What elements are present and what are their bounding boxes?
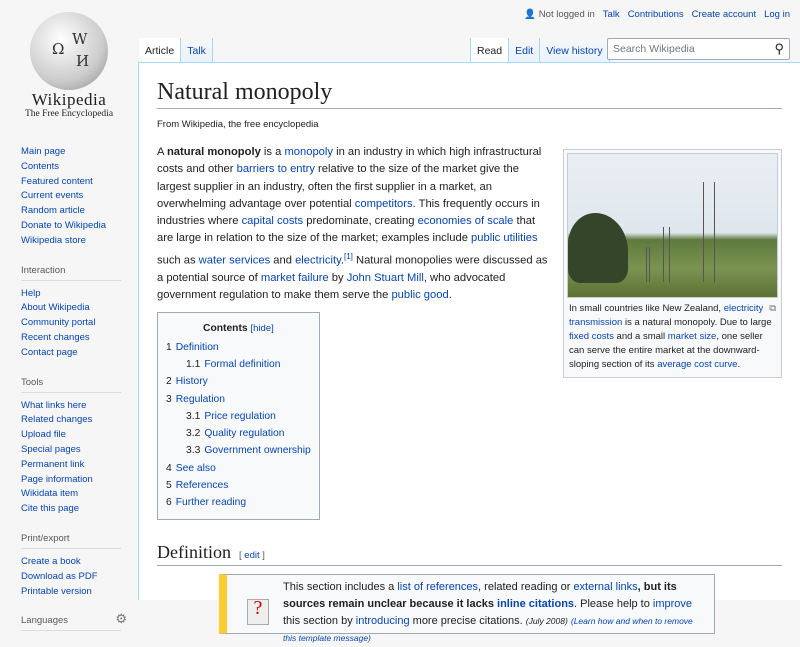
inline-link[interactable]: public utilities (471, 232, 538, 245)
text-run: relative to the size of the market give the largest supplier in an industry, often the first supplier in a market, an overwhelming advantage over potential (157, 163, 519, 210)
text-run: This section includes a (283, 580, 398, 593)
portal-heading: Interaction (21, 265, 121, 281)
toc-item[interactable] (166, 494, 311, 511)
sidebar-link[interactable]: About Wikipedia (21, 302, 90, 314)
text-run: that are large in relation to the size of the market; examples include (157, 215, 536, 245)
text-run: by (328, 271, 347, 284)
text-run: and (270, 254, 296, 267)
toc-item[interactable] (166, 477, 311, 494)
personal-tools (524, 9, 790, 20)
toc-title: Contents (203, 323, 248, 335)
text-run: and a small (613, 331, 668, 342)
text-run: . (448, 289, 452, 302)
toc-link[interactable]: Formal definition (204, 359, 281, 370)
inline-link[interactable]: external links (573, 580, 638, 593)
toc-link[interactable]: Definition (175, 341, 219, 353)
namespace-tabs (139, 38, 213, 63)
toc-number: 5 (166, 480, 172, 492)
contributions-link[interactable]: Contributions (627, 9, 684, 20)
toc-item[interactable] (166, 339, 311, 356)
inline-link[interactable]: competitors (354, 197, 413, 210)
languages-portal (0, 611, 138, 643)
question-mark-icon: ? (247, 599, 269, 625)
gear-icon[interactable]: ⚙ (115, 611, 127, 627)
talk-link[interactable]: Talk (602, 9, 620, 20)
infobox-caption (569, 303, 772, 370)
inline-link[interactable]: capital costs (241, 215, 304, 228)
inline-link[interactable]: monopoly (284, 146, 333, 158)
toc-link[interactable]: Regulation (175, 393, 225, 405)
sidebar-link[interactable]: Main page (21, 146, 66, 157)
toc-item[interactable] (166, 425, 311, 442)
sidebar-link[interactable]: Create a book (21, 555, 81, 567)
tab-view-history[interactable]: View history (540, 38, 609, 63)
section-title: Definition (157, 541, 231, 562)
toc-item[interactable] (166, 442, 311, 459)
toc-hide-toggle[interactable]: [hide] (250, 323, 274, 335)
tools-portal (0, 377, 138, 523)
navigation-portal (0, 140, 138, 255)
tab-edit[interactable]: Edit (509, 38, 540, 63)
power-lines-image[interactable] (567, 153, 778, 298)
sidebar-link[interactable]: Download as PDF (21, 570, 98, 582)
text-run: . (340, 254, 344, 267)
text-run: Natural monopolies were discussed as a potential source of (157, 254, 548, 284)
search-input[interactable] (607, 38, 790, 60)
content (138, 62, 800, 643)
inline-link[interactable]: electricity (295, 254, 341, 267)
inline-link[interactable]: fixed costs (569, 331, 614, 342)
toc-link[interactable]: Price regulation (204, 410, 276, 422)
toc-number: 3.2 (186, 428, 201, 440)
inline-link[interactable]: John Stuart Mill (346, 271, 424, 284)
text-run: , who advocated government regulation to make them serve the (157, 271, 506, 302)
toc-link[interactable]: References (175, 480, 229, 492)
page-title: Natural monopoly (157, 79, 782, 109)
toc-item[interactable] (166, 408, 311, 425)
text-run: In small countries like New Zealand, (569, 303, 724, 314)
text-run: is a (260, 146, 285, 158)
reference-link[interactable]: [1] (343, 251, 353, 261)
text-run: is a natural monopoly. Due to large (622, 317, 772, 328)
tab-talk[interactable]: Talk (181, 38, 213, 63)
sidebar-link[interactable]: Featured content (21, 175, 93, 187)
toc-number: 4 (166, 462, 172, 474)
inline-link[interactable]: market size (667, 331, 717, 342)
wordmark: Wikipedia (31, 90, 107, 109)
sidebar-link[interactable]: Recent changes (21, 331, 90, 343)
search-placeholder: Search Wikipedia (613, 43, 695, 55)
text-run: (July 2008) (525, 615, 568, 626)
toc-number: 6 (166, 497, 172, 509)
inline-link[interactable]: barriers to entry (236, 163, 315, 176)
inline-link[interactable]: (Learn how and when to remove this template message) (283, 615, 693, 643)
text-run: . This frequently occurs in industries where (157, 197, 540, 228)
sidebar-link[interactable]: Random article (21, 205, 85, 217)
section-heading-definition: Definition [ edit ] (157, 542, 782, 566)
sidebar-link[interactable]: What links here (21, 399, 87, 411)
table-of-contents (157, 312, 320, 519)
enlarge-icon[interactable]: ⧉ (769, 303, 776, 314)
inline-link[interactable]: inline citations (497, 597, 575, 610)
portal-heading: Tools (21, 377, 121, 393)
inline-link[interactable]: public good (391, 289, 449, 302)
tagline: The Free Encyclopedia (24, 109, 114, 119)
sidebar-link[interactable]: Community portal (21, 317, 96, 329)
toc-item[interactable] (166, 356, 311, 373)
toc-number: 1 (166, 341, 172, 353)
inline-link[interactable]: market failure (260, 271, 329, 284)
site-subtitle: From Wikipedia, the free encyclopedia (157, 119, 319, 130)
sidebar-link[interactable]: Special pages (21, 443, 81, 455)
infobox-thumbnail (563, 149, 782, 378)
toc-item[interactable] (166, 391, 311, 408)
text-run: . (737, 359, 741, 370)
sidebar-link[interactable]: Page information (21, 473, 93, 485)
text-run: . Please help to (574, 597, 653, 610)
text-run: natural monopoly (166, 146, 261, 158)
toc-link[interactable]: Further reading (175, 497, 247, 509)
sidebar-link[interactable]: Donate to Wikipedia (21, 219, 107, 231)
intro-paragraph (157, 144, 549, 304)
wikipedia-logo[interactable] (0, 0, 138, 125)
toc-link[interactable]: Government ownership (204, 445, 311, 457)
text-run: A (157, 146, 167, 158)
inline-link[interactable]: improve (652, 597, 693, 610)
print-portal (0, 533, 138, 605)
create-account-link[interactable]: Create account (691, 9, 757, 20)
text-run: , but its sources remain unclear because it lacks (283, 580, 677, 610)
portal-heading: Languages (21, 615, 69, 627)
text-run: predominate, creating (303, 215, 418, 228)
sidebar-link[interactable]: Permanent link (21, 458, 85, 470)
text-run: this section by (283, 614, 356, 627)
toc-number: 3 (166, 393, 172, 405)
toc-link[interactable]: History (175, 376, 208, 388)
search-icon[interactable]: ⚲ (774, 41, 784, 56)
view-tabs (470, 38, 610, 63)
tab-read[interactable]: Read (471, 38, 509, 63)
toc-number: 1.1 (186, 359, 201, 370)
text-run: more precise citations. (409, 614, 526, 627)
sidebar-link[interactable]: Related changes (21, 414, 93, 426)
log-in-link[interactable]: Log in (764, 9, 790, 20)
inline-link[interactable]: water services (198, 254, 271, 267)
text-run: such as (157, 254, 199, 267)
toc-number: 2 (166, 376, 172, 388)
inline-link[interactable]: electricity transmission (569, 303, 764, 328)
tab-article[interactable]: Article (139, 38, 181, 63)
toc-item[interactable] (166, 373, 311, 390)
sidebar (0, 140, 138, 643)
toc-link[interactable]: Quality regulation (204, 428, 285, 440)
citation (344, 252, 353, 261)
sidebar-link[interactable]: Upload file (21, 429, 66, 441)
toc-item[interactable] (166, 460, 311, 477)
not-logged-in: 👤 Not logged in (524, 9, 595, 20)
text-run: , related reading or (478, 580, 574, 593)
inline-link[interactable]: average cost curve (657, 359, 738, 370)
sidebar-link[interactable]: Wikidata item (21, 488, 79, 500)
sidebar-link[interactable]: Help (21, 287, 41, 299)
toc-number: 3.3 (186, 445, 201, 457)
text-run: in an industry in which high infrastructural costs and other (157, 146, 542, 176)
sidebar-link[interactable]: Cite this page (21, 503, 80, 515)
citation-warning-box (219, 574, 715, 643)
sidebar-link[interactable]: Printable version (21, 585, 92, 597)
inline-link[interactable]: list of references (397, 580, 479, 593)
sidebar-link[interactable]: Current events (21, 190, 84, 202)
edit-section-link[interactable]: edit (244, 549, 260, 561)
interaction-portal (0, 265, 138, 367)
toc-link[interactable]: See also (175, 462, 216, 474)
globe-icon: Ω W И (30, 12, 108, 90)
inline-link[interactable]: economies of scale (417, 215, 514, 228)
sidebar-link[interactable]: Contact page (21, 346, 78, 358)
sidebar-link[interactable]: Contents (21, 160, 60, 172)
status-text: Not logged in (538, 9, 595, 20)
portal-heading: Print/export (21, 533, 121, 549)
text-run: , one seller can serve the entire market at the downward-sloping section of its (569, 331, 763, 370)
inline-link[interactable]: introducing (355, 614, 410, 627)
sidebar-link[interactable]: Wikipedia store (21, 234, 86, 246)
toc-number: 3.1 (186, 410, 201, 422)
